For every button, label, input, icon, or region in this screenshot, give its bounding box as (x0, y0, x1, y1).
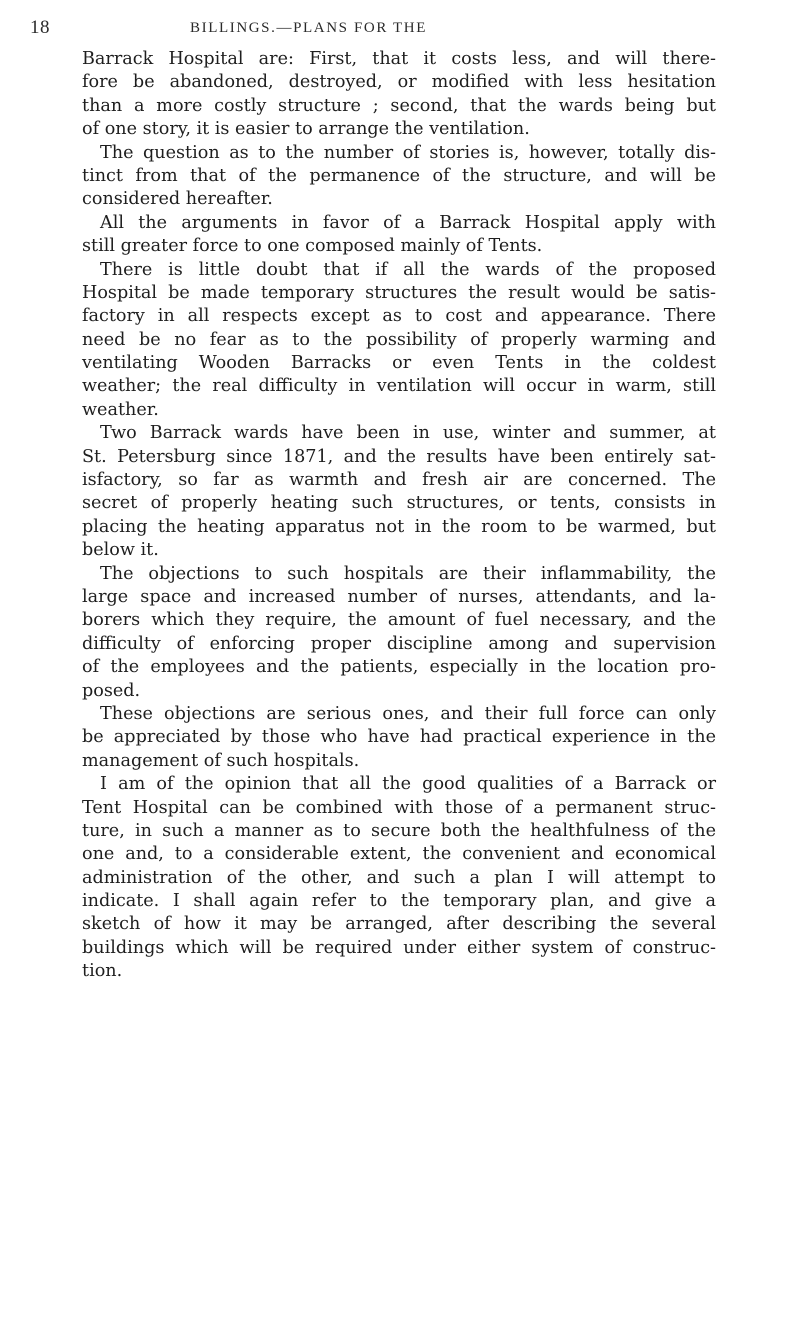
text-line: posed. (82, 680, 141, 701)
text-line: ventilating Wooden Barracks or even Tents in the coldest (82, 353, 716, 374)
text-line: tion. (82, 961, 123, 982)
text-line: placing the heating apparatus not in the room to be warmed, but (82, 516, 716, 537)
body-text (82, 48, 716, 984)
text-line: indicate. I shall again refer to the temporary plan, and give a (82, 891, 716, 912)
text-line: than a more costly structure ; second, that the wards being but (82, 95, 716, 116)
text-line: Two Barrack wards have been in use, winter and summer, at (100, 423, 716, 444)
text-line: I am of the opinion that all the good qualities of a Barrack or (100, 774, 716, 795)
text-line: weather; the real difficulty in ventilation will occur in warm, still (82, 376, 716, 397)
text-line: fore be abandoned, destroyed, or modified with less hesitation (82, 72, 716, 93)
text-line: still greater force to one composed mainly of Tents. (82, 236, 543, 257)
text-line: need be no fear as to the possibility of properly warming and (82, 329, 716, 350)
text-line: factory in all respects except as to cost and appearance. There (82, 306, 716, 327)
text-line: buildings which will be required under either system of construc- (82, 937, 716, 958)
text-line: one and, to a considerable extent, the convenient and economical (82, 844, 716, 865)
text-line: large space and increased number of nurses, attendants, and la- (82, 586, 716, 607)
text-line: of one story, it is easier to arrange the ventilation. (82, 119, 530, 140)
running-head: BILLINGS.—PLANS FOR THE (190, 20, 427, 36)
text-line: ture, in such a manner as to secure both the healthfulness of the (82, 820, 716, 841)
text-line: tinct from that of the permanence of the structure, and will be (82, 165, 716, 186)
text-line: weather. (82, 399, 159, 420)
text-line: These objections are serious ones, and their full force can only (100, 703, 716, 724)
text-line: There is little doubt that if all the wards of the proposed (100, 259, 716, 280)
text-line: Tent Hospital can be combined with those of a permanent struc- (82, 797, 716, 818)
text-line: management of such hospitals. (82, 750, 360, 771)
text-line: Barrack Hospital are: First, that it costs less, and will there- (82, 49, 716, 69)
text-line: of the employees and the patients, especially in the location pro- (82, 657, 716, 678)
text-line: isfactory, so far as warmth and fresh air are concerned. The (82, 470, 716, 491)
text-line: considered hereafter. (82, 189, 273, 210)
text-line: difficulty of enforcing proper discipline among and supervision (82, 633, 716, 654)
text-line: secret of properly heating such structures, or tents, consists in (82, 493, 716, 514)
text-line: sketch of how it may be arranged, after describing the several (82, 914, 716, 935)
text-line: borers which they require, the amount of fuel necessary, and the (82, 610, 716, 631)
text-line: St. Petersburg since 1871, and the results have been entirely sat- (82, 446, 716, 467)
text-line: be appreciated by those who have had practical experience in the (82, 727, 716, 748)
text-line: The objections to such hospitals are their inflammability, the (100, 563, 716, 584)
text-line: below it. (82, 540, 159, 561)
text-line: administration of the other, and such a plan I will attempt to (82, 867, 716, 888)
text-line: The question as to the number of stories is, however, totally dis- (100, 142, 716, 163)
text-line: All the arguments in favor of a Barrack Hospital apply with (100, 212, 716, 233)
page-number: 18 (30, 17, 50, 38)
text-line: Hospital be made temporary structures the result would be satis- (82, 282, 716, 303)
page-header (0, 15, 801, 41)
